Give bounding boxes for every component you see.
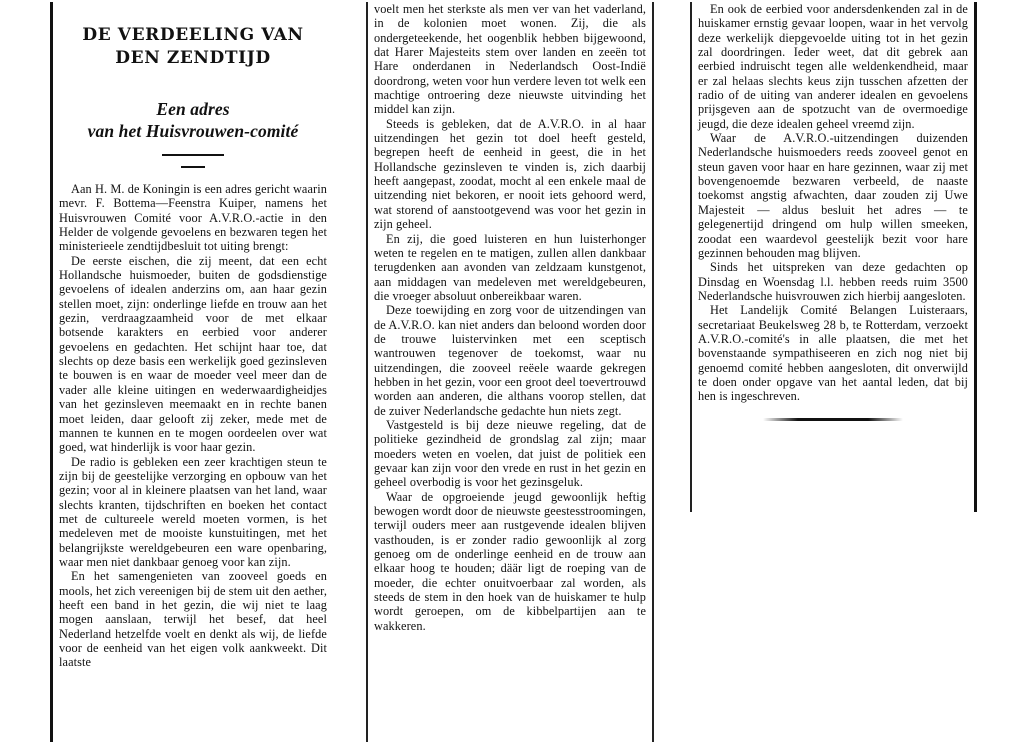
paragraph: En ook de eerbied voor andersdenkenden zal in de huiskamer ernstig gevaar loopen, waar in het vervolg deze werkelijk diepgevoelde uiting tot in het gezin zal doordringen. Ieder weet, dat dit gebrek aan eerbied indruischt tegen alle weldenkendheid, maar er zal helaas slechts keus zijn tusschen afzetten der radio of de uiting van anderer idealen en gevoelens prijsgeven aan de spotzucht van de overmoedige jeugd, die deze idealen geheel vreemd zijn. bbox=[698, 2, 968, 131]
paragraph: Waar de A.V.R.O.-uitzendingen duizenden Nederlandsche huismoeders reeds zooveel genot en steun gaven voor haar en hare gezinnen, waar zij met bovengenoemde bezwaren verbeeld, de naaste toekomst angstig afwachten, daar zouden zij Uwe Majesteit — aldus besluit het adres — te gelegenertijd dringend om hulp willen smeeken, zoodat een waardevol geestelijk bezit voor hare gezinnen behouden mag blijven. bbox=[698, 131, 968, 260]
article-end-rule bbox=[763, 418, 903, 421]
column-3 bbox=[690, 2, 977, 512]
paragraph: En het samengenieten van zooveel goeds en mools, het zich vereenigen bij de stem uit den aether, heeft een band in het gezin, die wij niet te laag mogen aanslaan, terwijl het besef, dat heel Nederland hetzelfde voelt en denkt als wij, de liefde voor de eenheid van het eigen volk aankweekt. Dit laatste bbox=[59, 569, 327, 670]
paragraph: Vastgesteld is bij deze nieuwe regeling, dat de politieke gezindheid de grondslag zal zijn; maar moeders weten en voelen, dat juist de politiek een gevaar kan zijn voor den vrede en rust in het gezin en geheel overbodig is voor het gezinsgeluk. bbox=[374, 417, 646, 490]
column-2 bbox=[366, 2, 654, 742]
paragraph: Waar de opgroeiende jeugd gewoonlijk heftig bewogen wordt door de nieuwste geestesstroomingen, terwijl ouders meer aan rustgevende idealen blijven vasthouden, is er zonder radio gewoonlijk al zorg genoeg om de onderlinge eenheid en de trouw aan elkaar hoog te houden; däär ligt de roeping van de moeder, die echter onuitvoerbaar zal worden, als steeds de stem in den hoek van de huiskamer te hulp wordt geroepen, om de kibbelpartijen aan te wakkeren. bbox=[374, 489, 646, 633]
paragraph: Deze toewijding en zorg voor de uitzendingen van de A.V.R.O. kan niet anders dan beloond worden door de trouwe luistervinken met een sceptisch wantrouwen tegenover de toekomst, waar nu uitzendingen, die zooveel reëele waarde gekregen hebben in het gezin, voor een groot deel toevertrouwd worden aan anderen, die althans voorop stellen, dat de zuiver Nederlandsche gedachte hun niets zegt. bbox=[374, 303, 646, 418]
subhead-line-2: van het Huisvrouwen-comité bbox=[87, 121, 299, 141]
article-headline bbox=[59, 24, 327, 70]
paragraph: Sinds het uitspreken van deze gedachten op Dinsdag en Woensdag l.l. hebben reeds ruim 3500 Nederlandsche huisvrouwen zich hierbij aangesloten. bbox=[698, 260, 968, 303]
paragraph: Steeds is gebleken, dat de A.V.R.O. in al haar uitzendingen het gezin tot doel heeft gesteld, begrepen heeft de eenheid in geest, die in het Hollandsche gezinsleven te vinden is, zich daarbij heeft aangepast, zoodat, mocht al een enkele maal de uitzending niet bekoren, er nooit iets gehoord werd, wat storend of aanstootgevend was voor het gezin in zijn geheel. bbox=[374, 116, 646, 232]
paragraph: Aan H. M. de Koningin is een adres gericht waarin mevr. F. Bottema—Feenstra Kuiper, namens het Huisvrouwen Comité voor A.V.R.O.-actie in den Helder de volgende gevoelens en bezwaren tegen het ministerieele zendtijdbesluit tot uiting brengt: bbox=[59, 182, 327, 254]
paragraph: En zij, die goed luisteren en hun luisterhonger weten te regelen en te matigen, zullen allen dankbaar terugdenken aan avonden van zeldzaam kunstgenot, aan middagen van medeleven met wereldgebeuren, die vroeger absoluut onbereikbaar waren. bbox=[374, 231, 646, 303]
divider-rule-short bbox=[181, 166, 205, 168]
column-1 bbox=[50, 2, 327, 742]
divider-rule bbox=[162, 154, 224, 156]
paragraph: De radio is gebleken een zeer krachtigen steun te zijn bij de geestelijke verzorging en opbouw van het gezin; voor al in kleinere plaatsen van het land, waar slechts kranten, tijdschriften en boeken het contact met de cultureele wereld moeten vormen, is het medeleven met de mooiste kunstuitingen, met het belangrijkste wereldgebeuren een ware openbaring, waar men niet dankbaar genoeg voor kan zijn. bbox=[59, 454, 327, 569]
article-subheading bbox=[59, 98, 327, 142]
paragraph: De eerste eischen, die zij meent, dat een echt Hollandsche huismoeder, buiten de godsdienstige gevoelens of idealen anderzins om, aan haar gezin stellen moet, zijn: onderlinge liefde en trouw aan het gezin, verdraagzaamheid voor de met elkaar botsende karakters en eerbied voor anderer gevoelens en gedachten. Het schijnt haar toe, dat slechts op deze basis een werkelijk goed gezinsleven te bouwen is en waar de moeder veel meer dan de vader alle kleine uitingen en wederwaardigheidjes van het gezinsleven meemaakt en in rechte banen moet leiden, daar gelooft zij zeker, mede met de mannen te kunnen en te mogen oordeelen over wat goed, wat hinderlijk is voor haar gezin. bbox=[59, 253, 327, 455]
subhead-line-1: Een adres bbox=[156, 99, 230, 119]
paragraph-continued: voelt men het sterkste als men ver van het vaderland, in de kolonien moet wonen. Zij, die als ondergeteekende, het oogenblik hebben bijgewoond, dat Harer Majesteits stem over landen en zeeën tot Hare onderdanen in Nederlandsch Oost-Indië doordrong, weten voor hun verdere leven tot welk een machtige ontroering deze nieuwste uitvinding het middel kan zijn. bbox=[374, 2, 646, 117]
headline-line-1: DE VERDEELING VAN bbox=[82, 25, 304, 45]
headline-line-2: DEN ZENDTIJD bbox=[115, 48, 271, 68]
paragraph: Het Landelijk Comité Belangen Luisteraars, secretariaat Beukelsweg 28 b, te Rotterdam, verzoekt A.V.R.O.-comité's in alle plaatsen, die met het bovenstaande sympathiseeren en zich nog niet bij genoemd comité hebben aangesloten, dit onverwijld te doen onder opgave van het aantal leden, dat bij hen is ingeschreven. bbox=[698, 303, 968, 404]
